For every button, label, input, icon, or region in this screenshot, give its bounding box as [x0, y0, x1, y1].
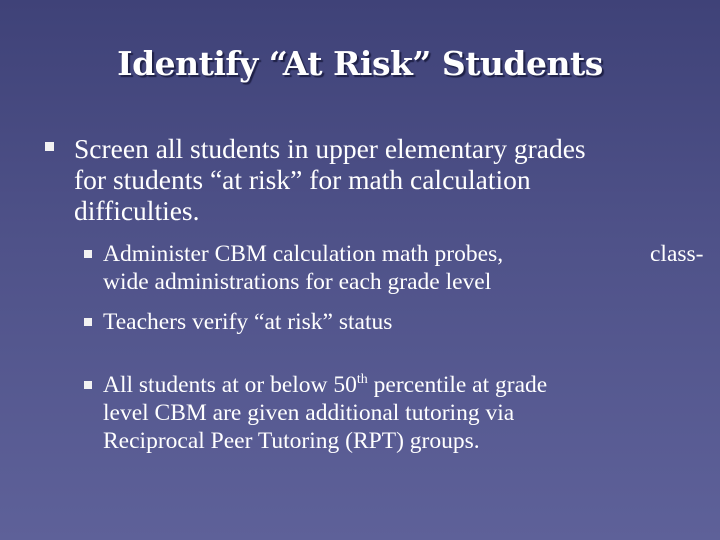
sub-bullet-line: wide administrations for each grade level	[103, 269, 492, 295]
ordinal-suffix: th	[356, 372, 368, 387]
sub-bullet-text	[103, 240, 503, 296]
sub-bullet-trailing-text: class-	[650, 241, 704, 267]
sub-bullet-square-icon	[84, 250, 92, 258]
bullet-square-icon	[45, 142, 54, 151]
sub-bullet-text	[103, 371, 547, 455]
bullet-text	[74, 133, 714, 226]
sub-bullet-fragment: All students at or below 50	[103, 372, 357, 398]
sub-bullet-line: Teachers verify “at risk” status	[103, 309, 393, 335]
sub-bullet-square-icon	[84, 318, 92, 326]
sub-bullet-line: Reciprocal Peer Tutoring (RPT) groups.	[103, 428, 480, 454]
slide-title: Identify “At Risk” Students	[117, 44, 603, 83]
bullet-line: Screen all students in upper elementary grades	[74, 133, 586, 164]
sub-bullet-text	[103, 308, 392, 336]
sub-bullet-line: level CBM are given additional tutoring via	[103, 400, 515, 426]
sub-bullet-fragment: percentile at grade	[367, 372, 548, 398]
sub-bullet-line	[103, 371, 547, 399]
sub-bullet-square-icon	[84, 381, 92, 389]
bullet-line: difficulties.	[74, 195, 200, 226]
sub-bullet-line: Administer CBM calculation math probes,	[103, 241, 504, 267]
bullet-line: for students “at risk” for math calculation	[74, 164, 531, 195]
